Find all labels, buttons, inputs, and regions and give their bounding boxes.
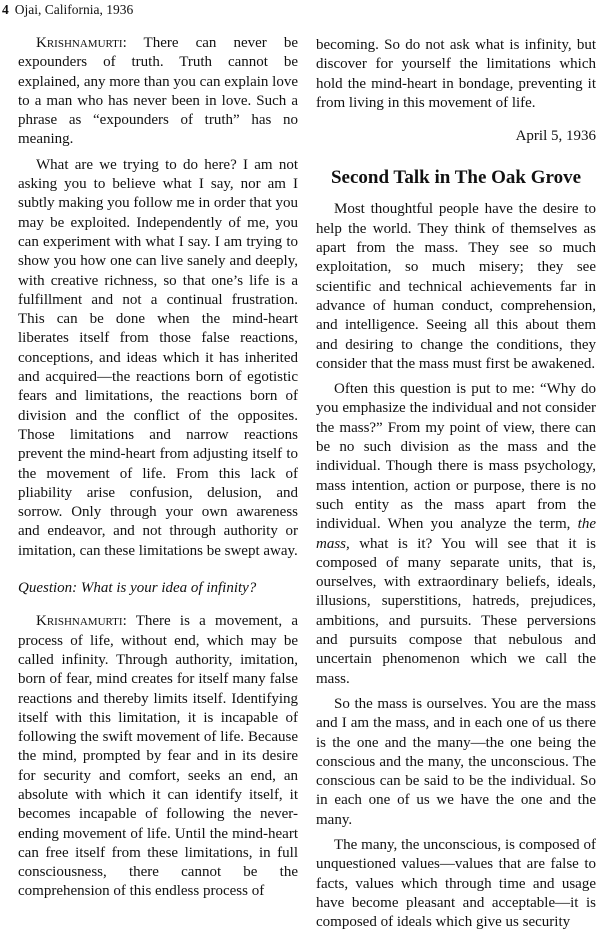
paragraph: Most thoughtful people have the desire to help the world. They think of themselves as apart from the mass. They see so much exploitation, so much misery; they see scientific and technical achievements far in advance of human conduct, comprehension, and intelligence. Seeing all this about them and desiring to change the conditions, they consider that the mass must first be awakened. (316, 201, 596, 372)
paragraph: becoming. So do not ask what is infinity, but discover for yourself the limitations which hold the mind-heart in bondage, preventing it from living in this movement of life. (316, 37, 596, 111)
question: Question: What is your idea of infinity? (18, 580, 257, 597)
page-header (2, 2, 133, 18)
speaker-label: Krishnamurti: (36, 613, 127, 630)
speaker-label: Krishnamurti: (36, 35, 127, 51)
section-heading: Second Talk in The Oak Grove (330, 167, 582, 189)
paragraph-text: There can never be expounders of truth. Truth cannot be explained, any more than you can explain love to a man who has never been in love. Such a phrase as “expounders of truth” has no meaning. (18, 35, 298, 148)
page-number: 4 (2, 2, 9, 17)
paragraph-text: There is a movement, a process of life, without end, which may be called infinity. Through authority, imitation, born of fear, mind creates for itself many false reactions and thereby limits itself. Identifying itself with this limitation, it is incapable of following the swift movement of life. Because the mind, prompted by fear and in its desire for security and comfort, seeks an end, an absolute with which it can identify itself, it becomes incapable of following the never-ending movement of life. Until the mind-heart can free itself from these limitations, in full consciousness, there cannot be the comprehension of this endless process of (18, 613, 298, 900)
paragraph-text: what is it? You will see that it is composed of many separate units, that is, ourselves, with extraordinary beliefs, ideals, illusions, superstitions, hatreds, prejudices, ambitions, and pursuits. These perversions and pursuits compose that nebulous and uncertain phenomenon which we call the mass. (316, 535, 596, 687)
emphasis: the mass, (316, 516, 596, 552)
paragraph (18, 612, 298, 901)
paragraph (316, 380, 596, 689)
paragraph: The many, the unconscious, is composed of unquestioned values—values that are false to facts, values which through time and usage have become pleasant and acceptable—it is composed of ideals which give us security (316, 836, 596, 931)
right-column (316, 36, 596, 932)
paragraph: What are we trying to do here? I am not asking you to believe what I say, nor am I subtly making you follow me in order that you may be exploited. Independently of me, you can experiment with what I say. I am trying to show you how one can live sanely and deeply, with creative richness, so that one’s life is a fulfillment and not a continual frustration. This can be done when the mind-heart liberates itself from those false reactions, conceptions, and ideas which it has inherited and acquired—the reactions born of egotistic fears and limitations, the reactions born of division and the conflict of the opposites. Those limitations and narrow reactions prevent the mind-heart from adjusting itself to the movement of life. From this lack of pliability arise confusion, delusion, and sorrow. Only through your own awareness and endeavor, and not through authority or imitation, can these limitations be swept away. (18, 156, 298, 559)
running-title: Ojai, California, 1936 (14, 2, 134, 17)
paragraph (18, 34, 298, 150)
paragraph-text: Often this question is put to me: “Why do you emphasize the individual and not consider the mass?” From my point of view, there can be no such division as the mass and the individual. Though there is mass psychology, mass intention, action or purpose, there is no such entity as the mass apart from the individual. When you analyze the term, (316, 381, 596, 533)
paragraph: So the mass is ourselves. You are the mass and I am the mass, and in each one of us there is the one and the many—the one being the conscious and the many, the unconscious. The conscious can be said to be the individual. So in each one of us we have the one and the many. (316, 695, 596, 828)
talk-date: April 5, 1936 (515, 128, 596, 145)
left-column (18, 34, 298, 902)
